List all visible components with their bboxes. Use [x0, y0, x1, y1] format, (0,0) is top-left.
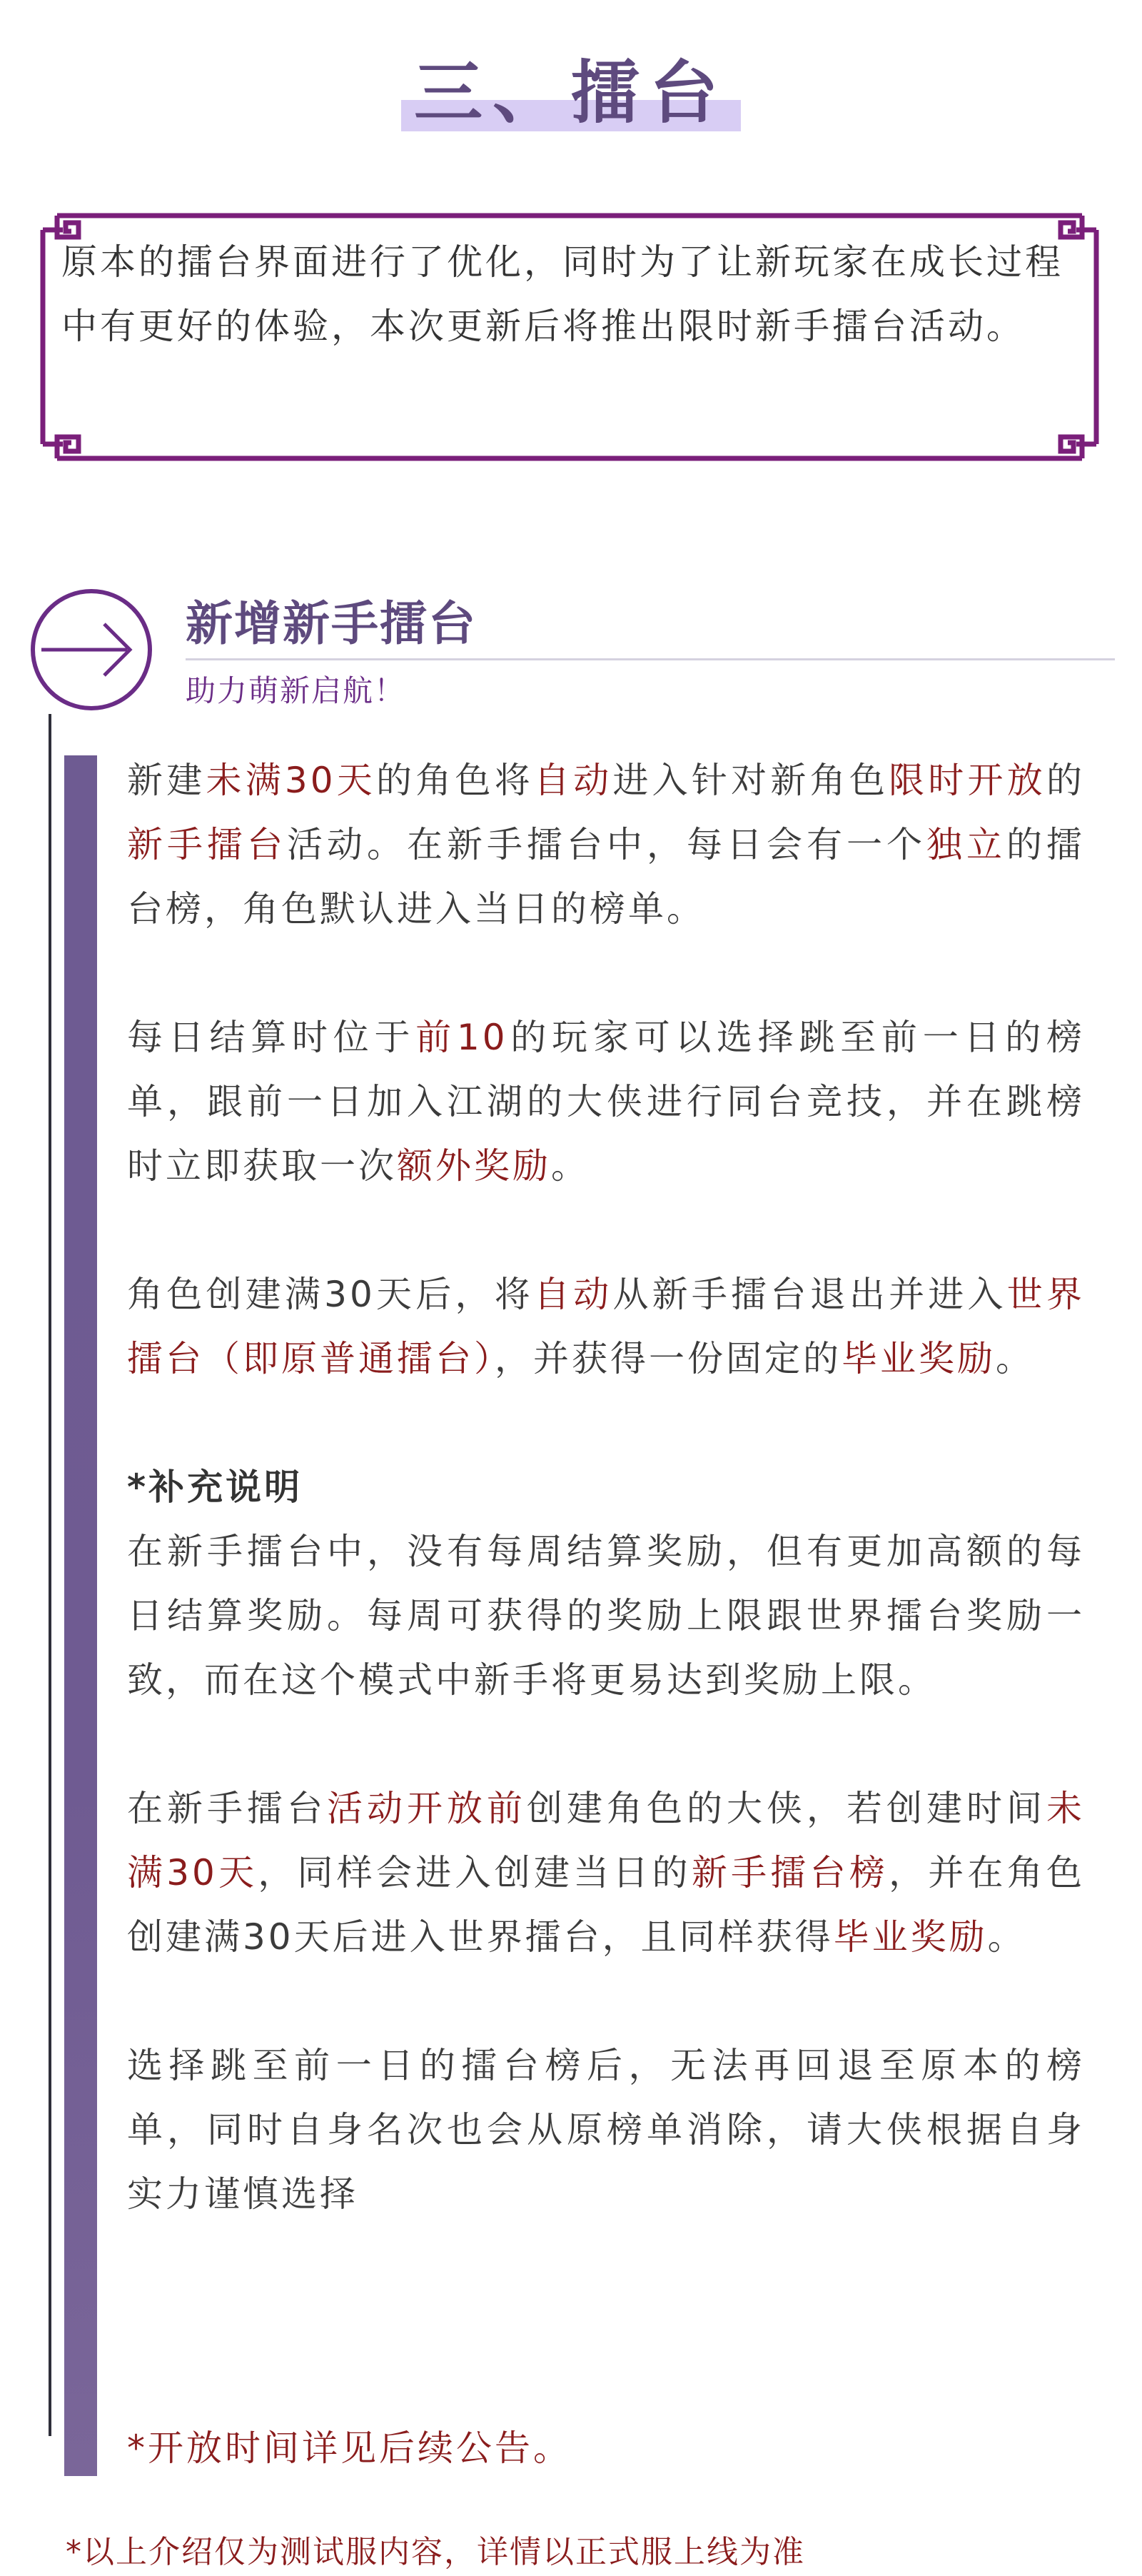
highlight-text: 毕业奖励	[833, 1916, 988, 1958]
section-subtitle: 助力萌新启航！	[186, 673, 406, 708]
paragraph-2	[127, 1005, 1085, 1198]
body-text: 新建	[127, 760, 206, 801]
body-text: ，并获得一份固定的	[495, 1338, 842, 1379]
body-text: 的玩家可以选择跳至前一日的榜单，跟前一日加入江湖的大侠进行同台竞技，并在跳榜时立即获取一次	[127, 1017, 1086, 1187]
body-text: 角色创建满30天后，将	[127, 1274, 534, 1315]
highlight-text: 自动	[533, 760, 613, 801]
content-body	[127, 748, 1085, 2290]
highlight-text: 未满30天	[206, 760, 377, 801]
highlight-text: 新手擂台榜	[691, 1852, 889, 1893]
highlight-text: 新手擂台	[127, 824, 287, 865]
body-text: 进入针对新角色	[612, 760, 889, 801]
highlight-text: 自动	[533, 1274, 613, 1315]
paragraph-6	[127, 2033, 1085, 2226]
body-text: 在新手擂台	[127, 1788, 327, 1829]
highlight-text: 未满30天	[127, 1788, 1085, 1893]
body-text: 活动。在新手擂台中，每日会有一个	[287, 824, 926, 865]
highlight-text: 前10	[415, 1017, 508, 1058]
paragraph-3	[127, 1262, 1085, 1391]
body-text: 。	[996, 1338, 1034, 1379]
body-text: ，同样会进入创建当日的	[258, 1852, 692, 1893]
arrow-circle-icon	[27, 585, 160, 718]
body-text: 。	[987, 1916, 1026, 1958]
paragraph-5	[127, 1776, 1085, 1969]
intro-box	[29, 201, 1111, 473]
highlight-text: 独立	[926, 824, 1006, 865]
highlight-text: 毕业奖励	[842, 1338, 996, 1379]
page-title-wrap	[0, 50, 1142, 136]
accent-bar	[64, 755, 97, 2476]
body-text: 选择跳至前一日的擂台榜后，无法再回退至原本的榜单，同时自身名次也会从原榜单消除，请大侠根据自身实力谨慎选择	[127, 2045, 1085, 2215]
final-note: *开放时间详见后续公告。	[127, 2427, 572, 2469]
body-text: ，并在角色创建满30天后进入世界擂台，且同样获得	[127, 1852, 1086, 1958]
section-divider	[186, 658, 1115, 660]
body-text: 的擂台榜，角色默认进入当日的榜单。	[127, 824, 1085, 930]
highlight-text: 额外奖励	[397, 1145, 551, 1187]
body-text: 的	[1046, 760, 1086, 801]
paragraph-4	[127, 1519, 1085, 1712]
body-text: 的角色将	[376, 760, 534, 801]
highlight-text: 活动开放前	[327, 1788, 527, 1829]
paragraph-1	[127, 748, 1085, 941]
intro-text: 原本的擂台界面进行了优化，同时为了让新玩家在成长过程中有更好的体验，本次更新后将推出限时新手擂台活动。	[61, 241, 1063, 347]
body-text: 每日结算时位于	[127, 1017, 416, 1058]
highlight-text: 世界擂台（即原普通擂台）	[127, 1274, 1086, 1379]
section-title: 新增新手擂台	[186, 596, 477, 651]
body-text: 创建角色的大侠，若创建时间	[527, 1788, 1046, 1829]
highlight-text: 限时开放	[889, 760, 1047, 801]
note-title: *补充说明	[127, 1466, 303, 1508]
body-text: 在新手擂台中，没有每周结算奖励，但有更加高额的每日结算奖励。每周可获得的奖励上限跟世界擂台奖励一致，而在这个模式中新手将更易达到奖励上限。	[127, 1531, 1085, 1701]
body-text: 。	[551, 1145, 590, 1187]
body-text: 从新手擂台退出并进入	[612, 1274, 1007, 1315]
footer-disclaimer: *以上介绍仅为测试服内容，详情以正式服上线为准	[66, 2534, 805, 2570]
section-vertical-line	[49, 714, 51, 2436]
page-title: 三、擂台	[401, 50, 741, 136]
